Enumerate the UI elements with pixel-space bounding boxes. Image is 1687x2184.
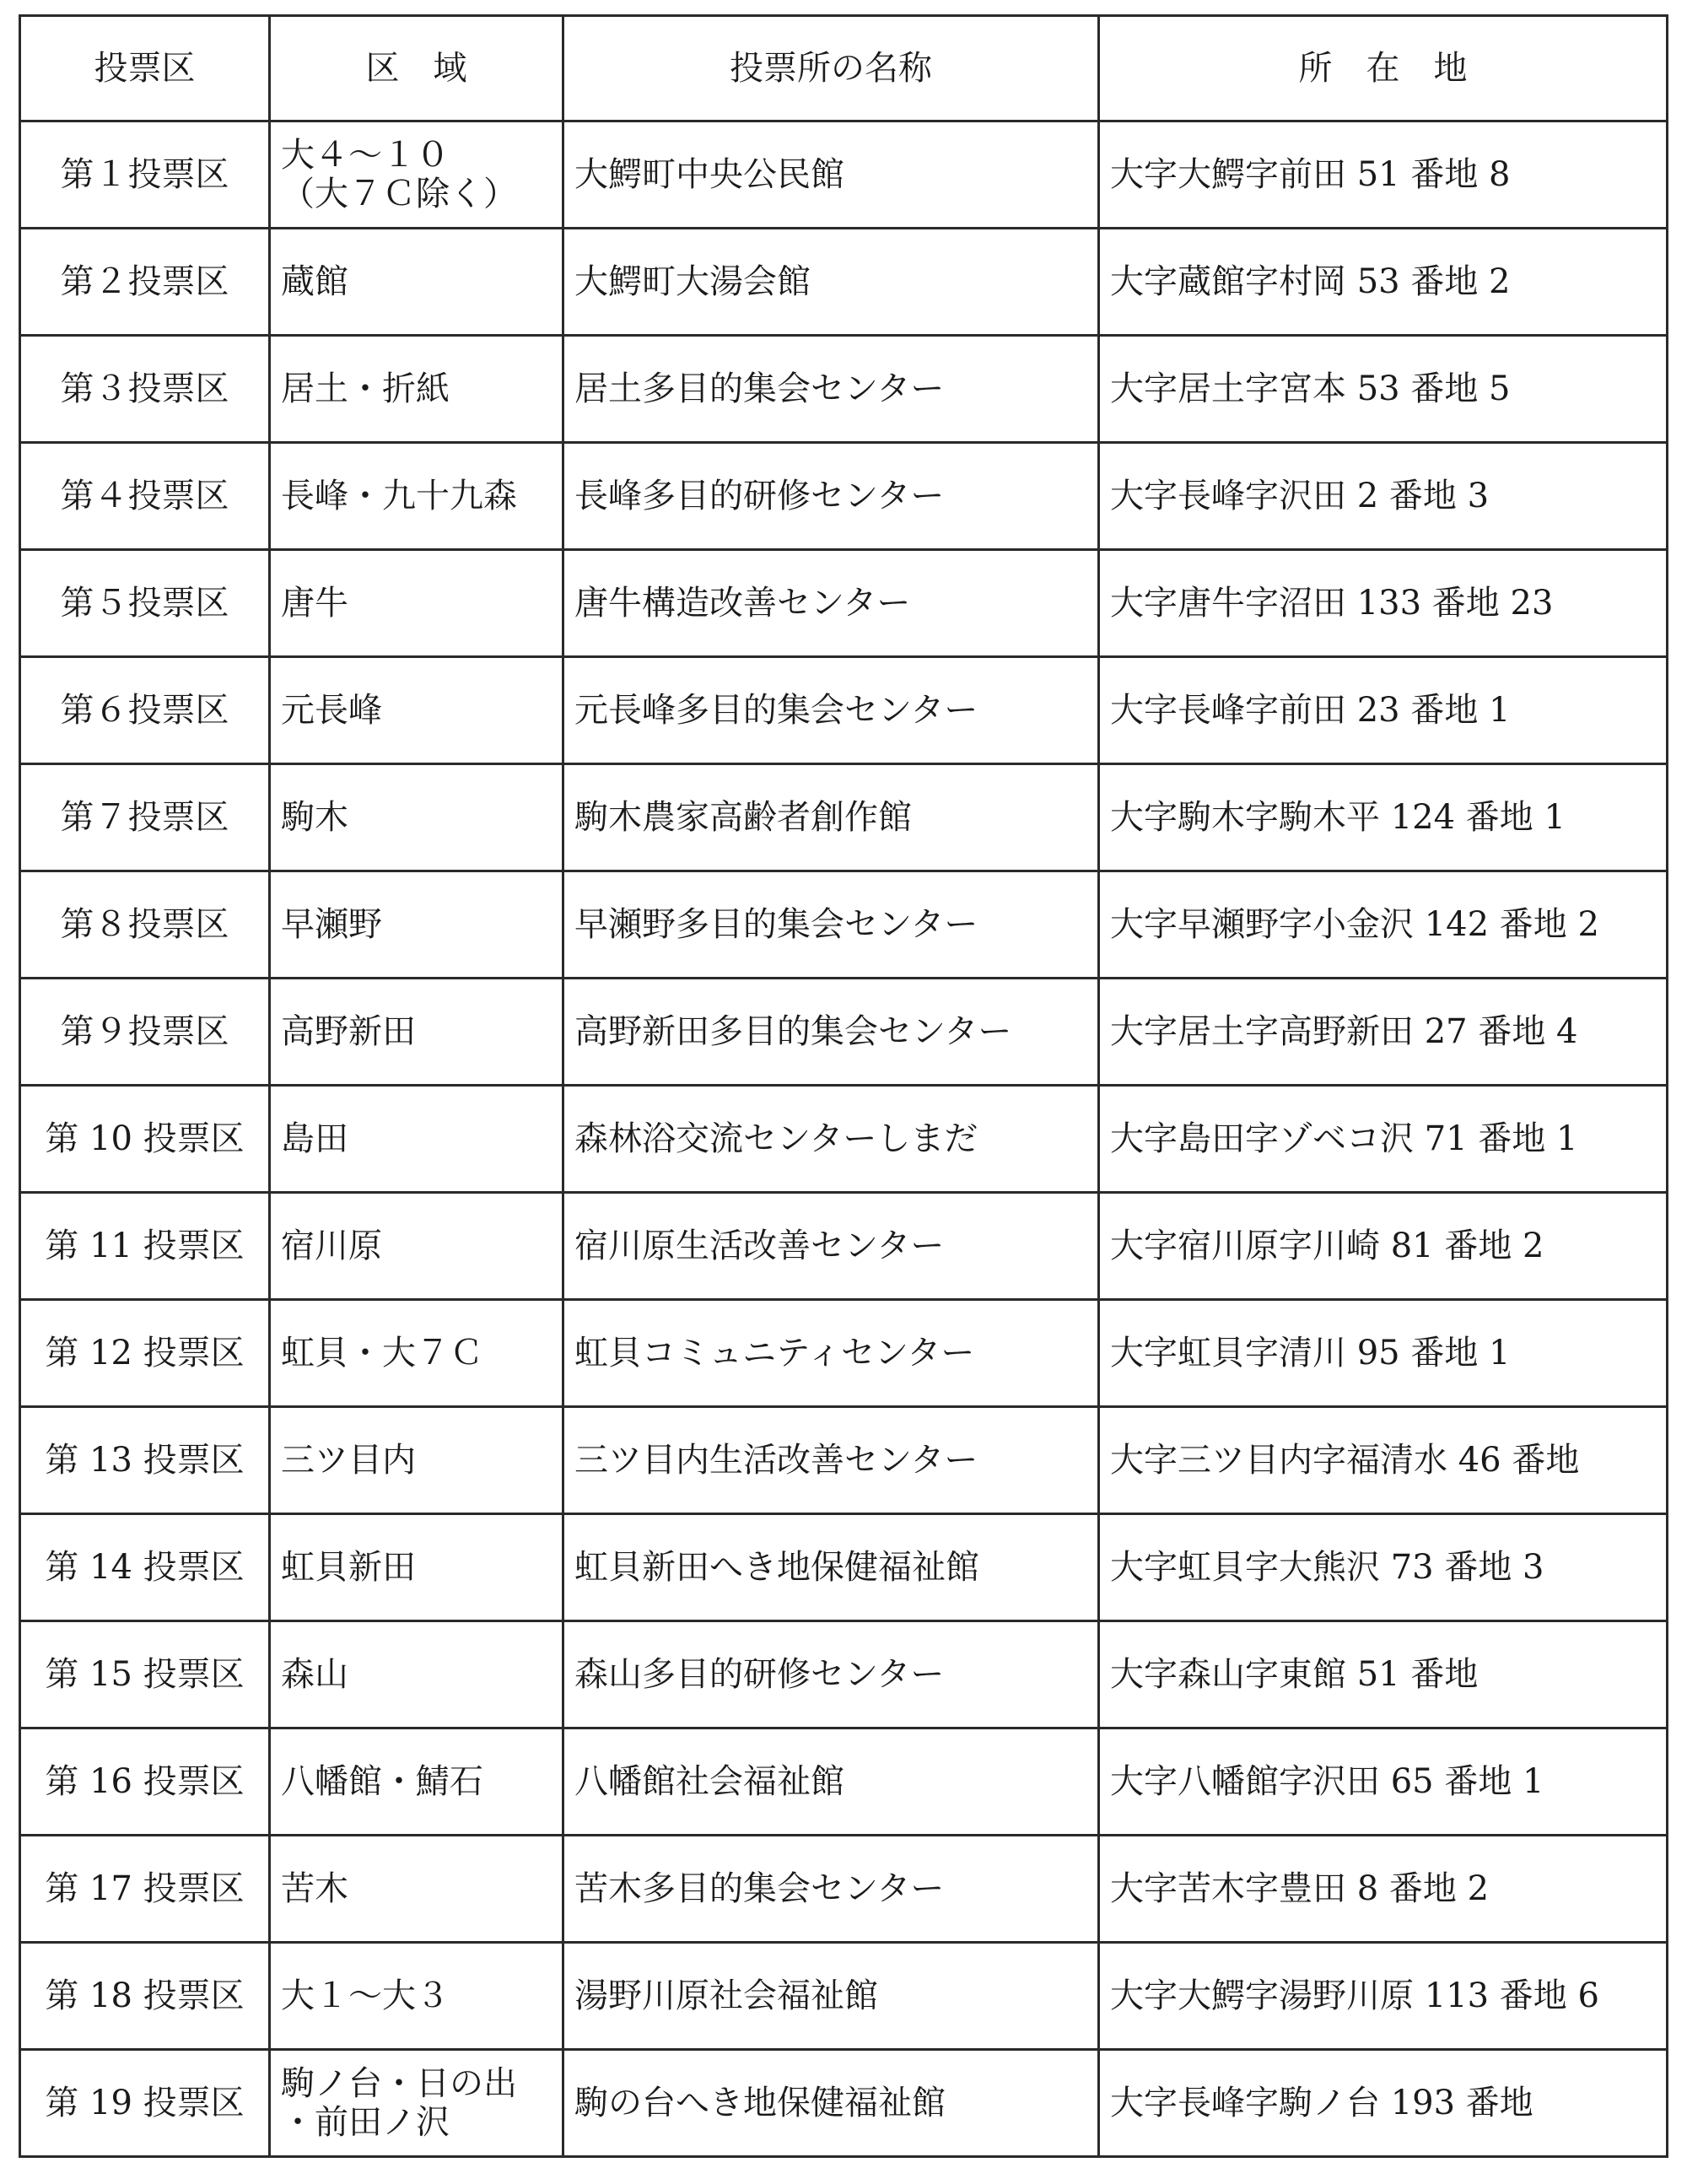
- table-row: [20, 871, 1668, 979]
- cell-area-line1: 長峰・九十九森: [281, 477, 517, 515]
- cell-area-line1: 宿川原: [281, 1227, 382, 1265]
- cell-area: [270, 871, 563, 979]
- cell-area: [270, 336, 563, 443]
- polling-stations-table: [19, 14, 1668, 2158]
- cell-station-name: 高野新田多目的集会センター: [563, 979, 1099, 1086]
- cell-area-line1: 駒ノ台・日の出: [281, 2064, 517, 2103]
- cell-area-line2: ・前田ノ沢: [281, 2103, 450, 2142]
- cell-address: 大字唐牛字沼田 133 番地 23: [1099, 550, 1668, 657]
- cell-district: 第 13 投票区: [20, 1407, 270, 1514]
- cell-district: 第 17 投票区: [20, 1836, 270, 1943]
- cell-area-line1: 元長峰: [281, 691, 382, 730]
- cell-address: 大字駒木字駒木平 124 番地 1: [1099, 764, 1668, 871]
- cell-area: [270, 1193, 563, 1300]
- cell-district: 第 11 投票区: [20, 1193, 270, 1300]
- cell-address: 大字大鰐字前田 51 番地 8: [1099, 121, 1668, 229]
- cell-area: [270, 1086, 563, 1193]
- cell-district: 第５投票区: [20, 550, 270, 657]
- header-station-name: 投票所の名称: [563, 16, 1099, 121]
- table-row: [20, 764, 1668, 871]
- cell-area: [270, 1300, 563, 1407]
- cell-area: [270, 1728, 563, 1836]
- table-row: [20, 1514, 1668, 1621]
- cell-area-line1: 虹貝・大７Ｃ: [281, 1334, 483, 1372]
- table-row: [20, 550, 1668, 657]
- table-row: [20, 1621, 1668, 1728]
- cell-address: 大字蔵館字村岡 53 番地 2: [1099, 229, 1668, 336]
- header-row: [20, 16, 1668, 121]
- cell-address: 大字居土字宮本 53 番地 5: [1099, 336, 1668, 443]
- table-row: [20, 2050, 1668, 2157]
- cell-station-name: 虹貝新田へき地保健福祉館: [563, 1514, 1099, 1621]
- table-row: [20, 443, 1668, 550]
- cell-area-line1: 早瀬野: [281, 905, 382, 944]
- cell-area: [270, 979, 563, 1086]
- header-district: 投票区: [20, 16, 270, 121]
- cell-district: 第 18 投票区: [20, 1943, 270, 2050]
- cell-district: 第 16 投票区: [20, 1728, 270, 1836]
- cell-area-line1: 三ツ目内: [281, 1441, 416, 1480]
- table-row: [20, 1086, 1668, 1193]
- cell-area: [270, 1514, 563, 1621]
- cell-area: [270, 1407, 563, 1514]
- cell-address: 大字長峰字沢田 2 番地 3: [1099, 443, 1668, 550]
- cell-area-line1: 虹貝新田: [281, 1548, 416, 1587]
- cell-district: 第 12 投票区: [20, 1300, 270, 1407]
- cell-area-line1: 高野新田: [281, 1012, 416, 1051]
- cell-station-name: 三ツ目内生活改善センター: [563, 1407, 1099, 1514]
- table-row: [20, 121, 1668, 229]
- cell-area-line1: 島田: [281, 1119, 348, 1158]
- cell-district: 第４投票区: [20, 443, 270, 550]
- cell-district: 第３投票区: [20, 336, 270, 443]
- table-row: [20, 1407, 1668, 1514]
- cell-station-name: 長峰多目的研修センター: [563, 443, 1099, 550]
- cell-area: [270, 1836, 563, 1943]
- cell-area-line1: 森山: [281, 1655, 348, 1694]
- cell-district: 第 19 投票区: [20, 2050, 270, 2157]
- cell-address: 大字森山字東館 51 番地: [1099, 1621, 1668, 1728]
- cell-station-name: 唐牛構造改善センター: [563, 550, 1099, 657]
- cell-address: 大字居土字高野新田 27 番地 4: [1099, 979, 1668, 1086]
- table-row: [20, 1836, 1668, 1943]
- cell-area: [270, 443, 563, 550]
- cell-district: 第 15 投票区: [20, 1621, 270, 1728]
- cell-area: [270, 764, 563, 871]
- cell-area: [270, 1943, 563, 2050]
- table-row: [20, 657, 1668, 764]
- cell-station-name: 大鰐町大湯会館: [563, 229, 1099, 336]
- cell-district: 第 10 投票区: [20, 1086, 270, 1193]
- cell-area: [270, 121, 563, 229]
- cell-address: 大字宿川原字川崎 81 番地 2: [1099, 1193, 1668, 1300]
- cell-district: 第６投票区: [20, 657, 270, 764]
- table-body: [20, 121, 1668, 2157]
- cell-area-line1: 居土・折紙: [281, 369, 450, 408]
- cell-station-name: 駒木農家高齢者創作館: [563, 764, 1099, 871]
- cell-area: [270, 657, 563, 764]
- table-row: [20, 1943, 1668, 2050]
- cell-address: 大字早瀬野字小金沢 142 番地 2: [1099, 871, 1668, 979]
- cell-station-name: 大鰐町中央公民館: [563, 121, 1099, 229]
- cell-district: 第２投票区: [20, 229, 270, 336]
- cell-area-line2: （大７Ｃ除く）: [281, 175, 517, 213]
- cell-area: [270, 550, 563, 657]
- cell-district: 第９投票区: [20, 979, 270, 1086]
- table-row: [20, 1728, 1668, 1836]
- cell-station-name: 森山多目的研修センター: [563, 1621, 1099, 1728]
- cell-address: 大字長峰字前田 23 番地 1: [1099, 657, 1668, 764]
- cell-address: 大字虹貝字大熊沢 73 番地 3: [1099, 1514, 1668, 1621]
- table-row: [20, 229, 1668, 336]
- cell-area-line1: 駒木: [281, 798, 348, 837]
- cell-area-line1: 苦木: [281, 1869, 348, 1908]
- table-row: [20, 1300, 1668, 1407]
- cell-station-name: 苦木多目的集会センター: [563, 1836, 1099, 1943]
- cell-address: 大字虹貝字清川 95 番地 1: [1099, 1300, 1668, 1407]
- header-area: 区 域: [270, 16, 563, 121]
- cell-station-name: 湯野川原社会福祉館: [563, 1943, 1099, 2050]
- polling-stations-table-wrapper: [19, 14, 1666, 2158]
- cell-station-name: 元長峰多目的集会センター: [563, 657, 1099, 764]
- cell-area-line1: 大４～１０: [281, 136, 450, 175]
- cell-district: 第８投票区: [20, 871, 270, 979]
- cell-station-name: 宿川原生活改善センター: [563, 1193, 1099, 1300]
- cell-station-name: 早瀬野多目的集会センター: [563, 871, 1099, 979]
- cell-station-name: 八幡館社会福祉館: [563, 1728, 1099, 1836]
- table-row: [20, 979, 1668, 1086]
- cell-area: [270, 229, 563, 336]
- cell-area: [270, 2050, 563, 2157]
- cell-area-line1: 唐牛: [281, 584, 348, 623]
- cell-address: 大字大鰐字湯野川原 113 番地 6: [1099, 1943, 1668, 2050]
- cell-district: 第７投票区: [20, 764, 270, 871]
- cell-address: 大字三ツ目内字福清水 46 番地: [1099, 1407, 1668, 1514]
- cell-district: 第 14 投票区: [20, 1514, 270, 1621]
- table-row: [20, 1193, 1668, 1300]
- cell-station-name: 駒の台へき地保健福祉館: [563, 2050, 1099, 2157]
- table-row: [20, 336, 1668, 443]
- cell-address: 大字長峰字駒ノ台 193 番地: [1099, 2050, 1668, 2157]
- cell-station-name: 森林浴交流センターしまだ: [563, 1086, 1099, 1193]
- header-address: 所 在 地: [1099, 16, 1668, 121]
- cell-address: 大字八幡館字沢田 65 番地 1: [1099, 1728, 1668, 1836]
- cell-station-name: 居土多目的集会センター: [563, 336, 1099, 443]
- cell-area-line1: 蔵館: [281, 262, 348, 301]
- cell-station-name: 虹貝コミュニティセンター: [563, 1300, 1099, 1407]
- cell-area-line1: 大１～大３: [281, 1976, 450, 2015]
- cell-address: 大字苦木字豊田 8 番地 2: [1099, 1836, 1668, 1943]
- cell-area: [270, 1621, 563, 1728]
- cell-area-line1: 八幡館・鯖石: [281, 1762, 483, 1801]
- cell-district: 第１投票区: [20, 121, 270, 229]
- cell-address: 大字島田字ゾベコ沢 71 番地 1: [1099, 1086, 1668, 1193]
